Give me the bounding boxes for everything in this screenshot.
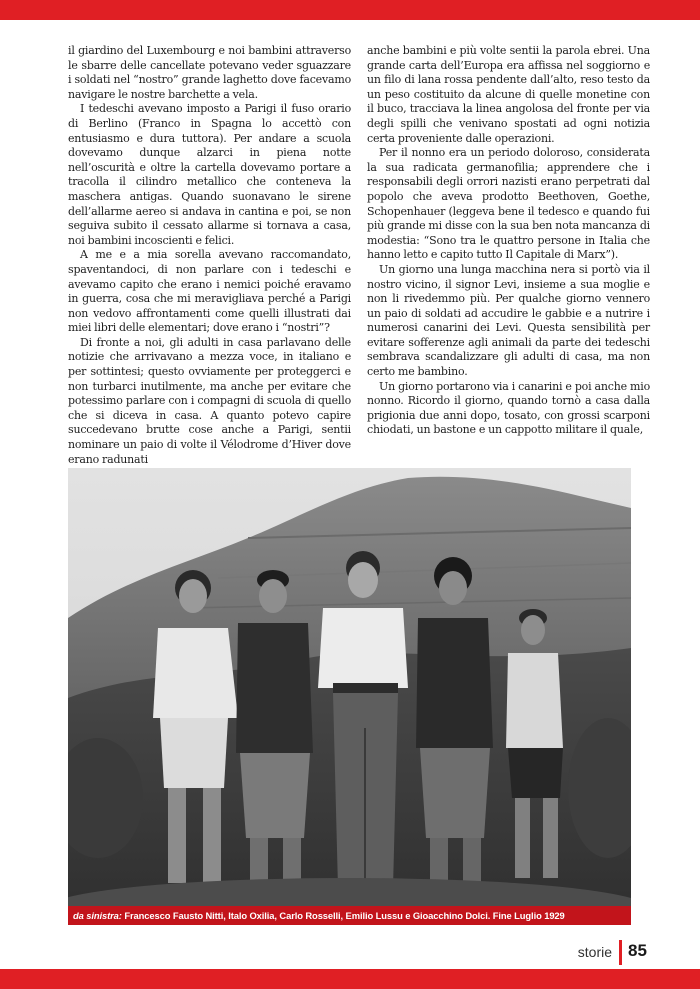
- footer-section-label: storie: [577, 944, 612, 960]
- caption-lead: da sinistra:: [73, 910, 122, 921]
- paragraph: Un giorno portarono via i canarini e poi anche mio nonno. Ricordo il giorno, quando tornò a casa dalla prigionia due anni dopo, tosato, con grossi scarponi chiodati, un bastone e un cappotto militare il quale,: [367, 379, 650, 437]
- photo-caption: [68, 906, 631, 925]
- historical-group-photo: [68, 468, 631, 925]
- top-red-band: [0, 0, 700, 20]
- paragraph: I tedeschi avevano imposto a Parigi il fuso orario di Berlino (Franco in Spagna lo accettò con entusiasmo e dura tuttora). Per andare a scuola dovevamo dunque alzarci in piena notte nell’oscurità e oltre la cartella dovevamo portare a tracolla il cilindro metallico che conteneva la maschera antigas. Quando suonavano le sirene dell’allarme aereo si andava in cantina e poi, se non seguiva subito il cessato allarme si tornava a casa, noi bambini incoscienti e felici.: [68, 102, 351, 247]
- left-text-column: [68, 44, 351, 467]
- paragraph: Per il nonno era un periodo doloroso, considerata la sua radicata germanofilia; apprendere che i responsabili degli orrori nazisti erano perpetrati dal popolo che aveva prodotto Beethoven, Goethe, Schopenhauer (leggeva bene il tedesco e quando fui più grande mi disse con la sua ben nota mancanza di modestia: “Sono tra le quattro persone in Italia che hanno letto e capito tutto Il Capitale di Marx”).: [367, 146, 650, 262]
- footer-divider: [619, 940, 622, 965]
- paragraph: A me e a mia sorella avevano raccomandato, spaventandoci, di non parlare con i tedeschi e avevamo capito che erano i nemici poiché eravamo in guerra, cosa che mi meravigliava perché a Parigi non vedovo affrontamenti come quelli illustrati dai miei libri delle elementari; dove erano i “nostri”?: [68, 248, 351, 335]
- paragraph: anche bambini e più volte sentii la parola ebrei. Una grande carta dell’Europa era affissa nel soggiorno e un filo di lana rossa pendente dall’alto, reso testo da un peso costituito da alcune di quelle monetine con il buco, tracciava la linea angolosa del fronte per via degli spilli che venivano spostati ad ogni notizia certa proveniente dalle operazioni.: [367, 44, 650, 145]
- page-number: 85: [628, 941, 647, 960]
- photo-illustration: [68, 468, 631, 925]
- paragraph: il giardino del Luxembourg e noi bambini attraverso le sbarre delle cancellate potevano veder sguazzare i soldati nel “nostro” grande laghetto dove facevamo navigare le nostre barchette a vela.: [68, 44, 351, 101]
- paragraph: Un giorno una lunga macchina nera si portò via il nostro vicino, il signor Levi, insieme a sua moglie e non li rivedemmo più. Per qualche giorno vennero un paio di soldati ad accudire le gabbie e a nutrire i numerosi canarini dei Levi. Questa sensibilità per evitare sofferenze agli animali da parte dei tedeschi sembrava scandalizzare gli adulti di casa, ma non certo me bambino.: [367, 262, 650, 379]
- bottom-red-band: [0, 969, 700, 989]
- caption-names: Francesco Fausto Nitti, Italo Oxilia, Carlo Rosselli, Emilio Lussu e Gioacchino Dolci. Fine Luglio 1929: [121, 910, 565, 921]
- right-text-column: [367, 44, 650, 438]
- paragraph: Di fronte a noi, gli adulti in casa parlavano delle notizie che arrivavano a mezza voce, in italiano e per sottintesi; questo ovviamente per proteggerci e non turbarci inutilmente, ma anche per evitare che potessimo parlare con i compagni di scuola di quello che si diceva in casa. A quanto potevo capire succedevano brutte cose anche a Parigi, sentii nominare un paio di volte il Vélodrome d’Hiver dove erano radunati: [68, 335, 351, 466]
